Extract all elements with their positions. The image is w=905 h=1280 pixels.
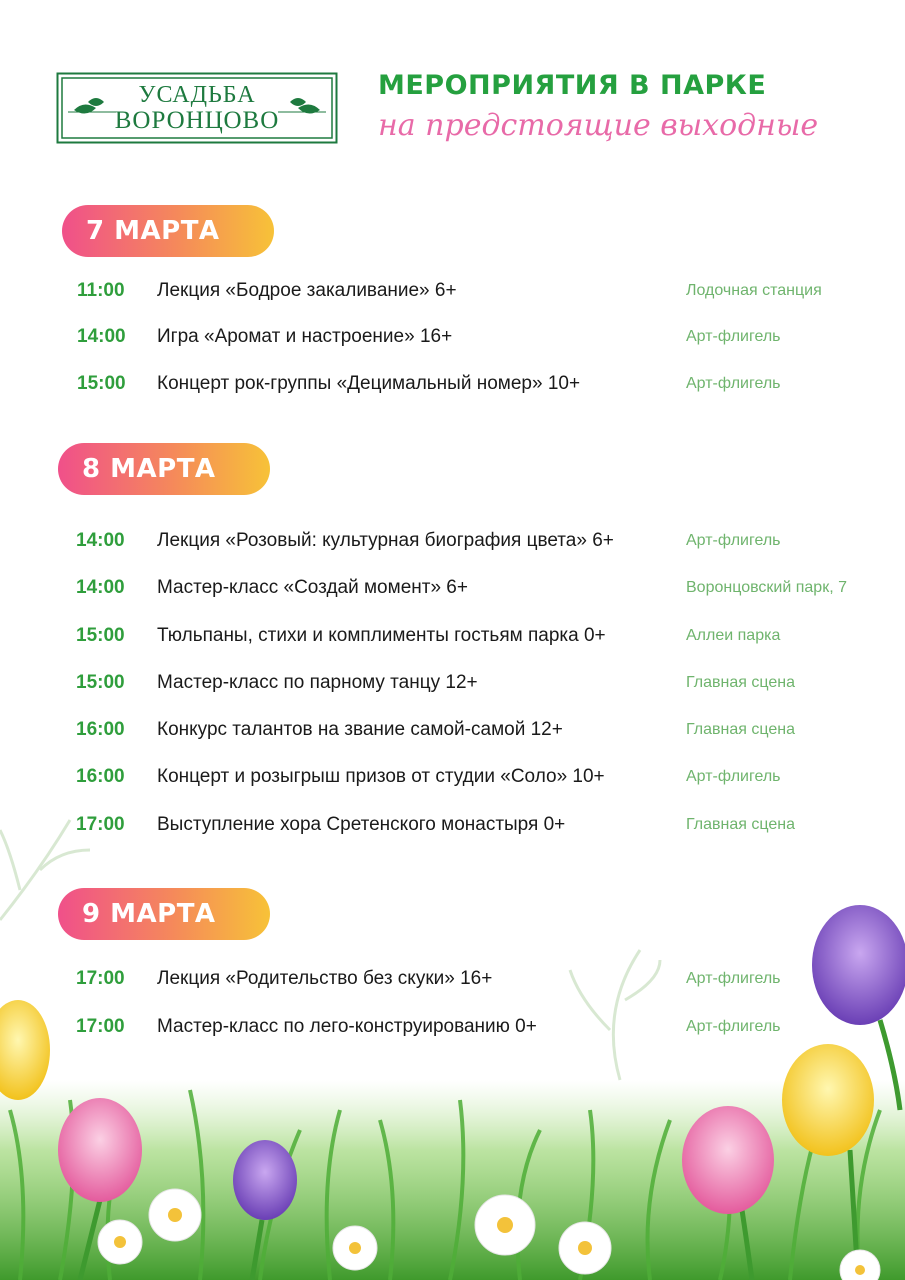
event-title: Игра «Аромат и настроение» 16+ — [157, 326, 453, 347]
event-row — [0, 326, 905, 356]
event-time: 15:00 — [76, 625, 125, 646]
day-badge-9-march: 9 МАРТА — [58, 888, 270, 940]
event-row — [0, 719, 905, 749]
event-title: Мастер-класс по парному танцу 12+ — [157, 672, 478, 693]
event-time: 14:00 — [76, 577, 125, 598]
event-title: Концерт рок-группы «Децимальный номер» 10+ — [157, 373, 581, 394]
event-time: 15:00 — [76, 672, 125, 693]
event-place: Главная сцена — [686, 674, 795, 691]
page-subtitle: на предстоящие выходные — [378, 108, 819, 143]
event-row — [0, 373, 905, 403]
event-title: Лекция «Бодрое закаливание» 6+ — [157, 280, 457, 301]
event-title: Лекция «Родительство без скуки» 16+ — [157, 968, 493, 989]
event-place: Арт-флигель — [686, 970, 781, 987]
event-title: Концерт и розыгрыш призов от студии «Соло» 10+ — [157, 766, 605, 787]
logo-line-2: ВОРОНЦОВО — [114, 107, 280, 134]
page-title: МЕРОПРИЯТИЯ В ПАРКЕ — [378, 70, 767, 101]
event-time: 11:00 — [77, 280, 125, 301]
event-title: Выступление хора Сретенского монастыря 0+ — [157, 814, 566, 835]
event-row — [0, 766, 905, 796]
event-time: 15:00 — [77, 373, 126, 394]
event-row — [0, 530, 905, 560]
logo-line-1: УСАДЬБА — [138, 82, 256, 108]
event-place: Лодочная станция — [686, 282, 822, 299]
event-time: 14:00 — [77, 326, 126, 347]
event-place: Арт-флигель — [686, 375, 781, 392]
event-row — [0, 814, 905, 844]
event-time: 14:00 — [76, 530, 125, 551]
event-place: Аллеи парка — [686, 627, 781, 644]
event-place: Воронцовский парк, 7 — [686, 579, 847, 596]
event-time: 16:00 — [76, 719, 125, 740]
event-time: 16:00 — [76, 766, 125, 787]
event-title: Мастер-класс «Создай момент» 6+ — [157, 577, 468, 598]
event-row — [0, 1016, 905, 1046]
event-title: Тюльпаны, стихи и комплименты гостьям парка 0+ — [157, 625, 606, 646]
event-place: Главная сцена — [686, 721, 795, 738]
event-place: Главная сцена — [686, 816, 795, 833]
event-title: Мастер-класс по лего-конструированию 0+ — [157, 1016, 537, 1037]
event-time: 17:00 — [76, 968, 125, 989]
event-row — [0, 625, 905, 655]
event-time: 17:00 — [76, 1016, 125, 1037]
event-title: Конкурс талантов на звание самой-самой 12+ — [157, 719, 563, 740]
event-row — [0, 280, 905, 310]
event-place: Арт-флигель — [686, 768, 781, 785]
day-badge-8-march: 8 МАРТА — [58, 443, 270, 495]
event-time: 17:00 — [76, 814, 125, 835]
event-row — [0, 968, 905, 998]
event-row — [0, 577, 905, 607]
day-badge-7-march: 7 МАРТА — [62, 205, 274, 257]
brand-logo — [56, 72, 338, 144]
event-place: Арт-флигель — [686, 1018, 781, 1035]
event-place: Арт-флигель — [686, 532, 781, 549]
event-title: Лекция «Розовый: культурная биография цвета» 6+ — [157, 530, 614, 551]
event-place: Арт-флигель — [686, 328, 781, 345]
event-row — [0, 672, 905, 702]
